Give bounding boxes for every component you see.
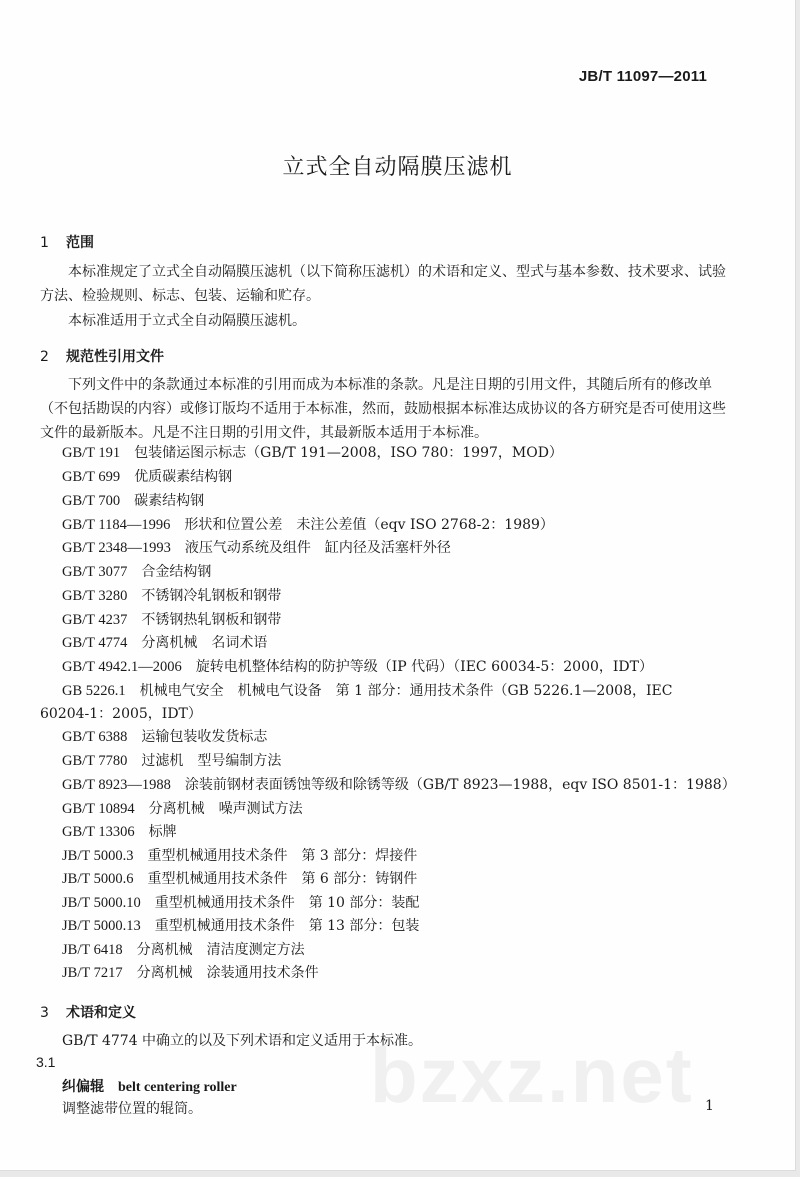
reference-item: GB/T 8923—1988 涂装前钢材表面锈蚀等级和除锈等级（GB/T 8923—1988，eqv ISO 8501-1：1988） — [62, 777, 736, 793]
term-title: 纠偏辊 belt centering roller — [62, 1079, 237, 1095]
section-3-intro: GB/T 4774 中确立的以及下列术语和定义适用于本标准。 — [62, 1033, 423, 1049]
watermark: bzxz.net — [370, 1031, 694, 1119]
reference-item: JB/T 5000.6 重型机械通用技术条件 第 6 部分：铸钢件 — [62, 871, 418, 887]
reference-item: GB/T 4237 不锈钢热轧钢板和钢带 — [62, 612, 282, 628]
section-1-paragraph-1: 本标准规定了立式全自动隔膜压滤机（以下简称压滤机）的术语和定义、型式与基本参数、技术要求、试验方法、检验规则、标志、包装、运输和贮存。 — [40, 264, 726, 304]
reference-item: JB/T 5000.3 重型机械通用技术条件 第 3 部分：焊接件 — [62, 848, 418, 864]
reference-item: GB/T 191 包装储运图示标志（GB/T 191—2008，ISO 780：1997，MOD） — [62, 445, 563, 461]
term-definition: 调整滤带位置的辊筒。 — [62, 1101, 202, 1117]
term-number: 3.1 — [36, 1054, 56, 1070]
reference-item: GB/T 7780 过滤机 型号编制方法 — [62, 753, 282, 769]
reference-item: GB/T 3077 合金结构钢 — [62, 564, 212, 580]
reference-item: JB/T 5000.10 重型机械通用技术条件 第 10 部分：装配 — [62, 895, 420, 911]
section-2-intro: 下列文件中的条款通过本标准的引用而成为本标准的条款。凡是注日期的引用文件，其随后所有的修改单（不包括勘误的内容）或修订版均不适用于本标准，然而，鼓励根据本标准达成协议的各方研究是否可使用这些文件的最新版本。凡是不注日期的引用文件，其最新版本适用于本标准。 — [40, 377, 726, 441]
reference-item: GB/T 10894 分离机械 噪声测试方法 — [62, 801, 303, 817]
reference-item-continuation: 60204-1：2005，IDT） — [40, 706, 202, 722]
reference-item: GB/T 699 优质碳素结构钢 — [62, 469, 233, 485]
reference-item: JB/T 6418 分离机械 清洁度测定方法 — [62, 942, 305, 958]
reference-item: JB/T 7217 分离机械 涂装通用技术条件 — [62, 965, 319, 981]
reference-item: GB/T 4774 分离机械 名词术语 — [62, 635, 268, 651]
reference-item: GB/T 13306 标牌 — [62, 824, 177, 840]
section-2-heading: 2 规范性引用文件 — [40, 349, 164, 365]
reference-item: GB/T 1184—1996 形状和位置公差 未注公差值（eqv ISO 2768-2：1989） — [62, 517, 554, 533]
reference-item: GB/T 3280 不锈钢冷轧钢板和钢带 — [62, 588, 282, 604]
reference-item: GB/T 700 碳素结构钢 — [62, 493, 205, 509]
reference-item: GB/T 4942.1—2006 旋转电机整体结构的防护等级（IP 代码）（IEC 60034-5：2000，IDT） — [62, 659, 653, 675]
document-title: 立式全自动隔膜压滤机 — [282, 155, 513, 180]
reference-item: GB 5226.1 机械电气安全 机械电气设备 第 1 部分：通用技术条件（GB 5226.1—2008，IEC — [62, 683, 673, 699]
standard-code: JB/T 11097—2011 — [578, 68, 707, 85]
reference-item: GB/T 6388 运输包装收发货标志 — [62, 729, 268, 745]
reference-item: JB/T 5000.13 重型机械通用技术条件 第 13 部分：包装 — [62, 918, 420, 934]
reference-item: GB/T 2348—1993 液压气动系统及组件 缸内径及活塞杆外径 — [62, 540, 451, 556]
section-3-heading: 3 术语和定义 — [40, 1005, 136, 1021]
page-number: 1 — [705, 1098, 714, 1114]
section-1-heading: 1 范围 — [40, 235, 94, 251]
section-1-paragraph-2: 本标准适用于立式全自动隔膜压滤机。 — [68, 313, 306, 329]
